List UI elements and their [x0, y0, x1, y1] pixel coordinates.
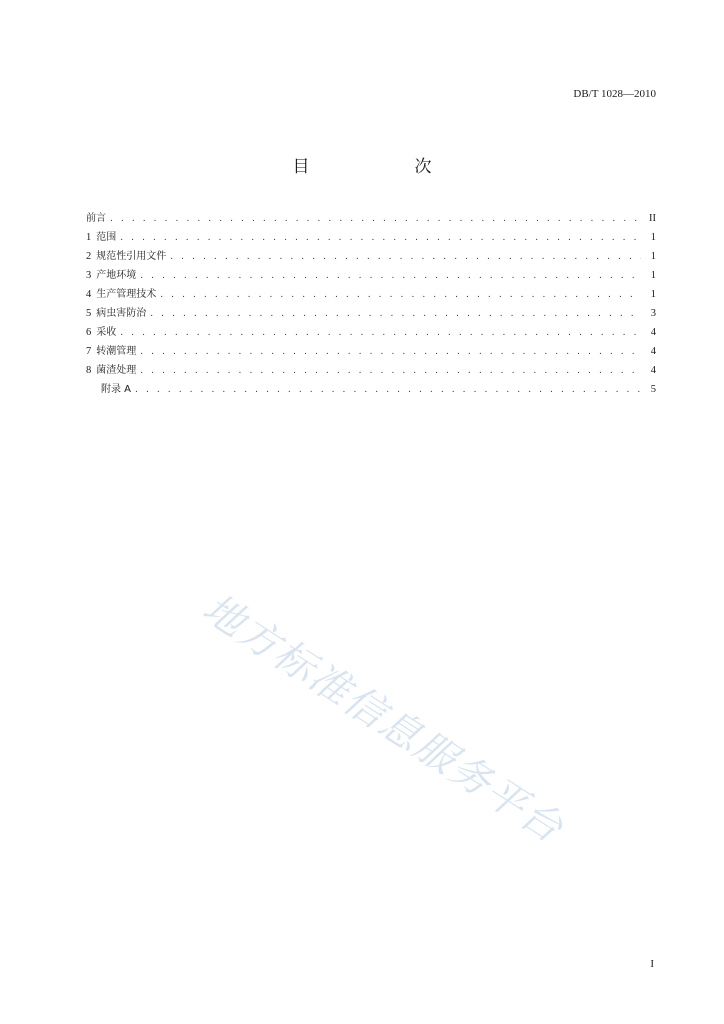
toc-entry-page: 5	[650, 384, 656, 395]
toc-entry-harvest[interactable]	[86, 323, 656, 342]
toc-entry-label: 规范性引用文件	[96, 251, 167, 262]
toc-entry-normative-references[interactable]	[86, 247, 656, 266]
toc-entry-flush-management[interactable]	[86, 342, 656, 361]
toc-leader-dots	[135, 381, 641, 400]
toc-entry-label: 菌渣处理	[96, 365, 137, 376]
toc-entry-label: 范围	[96, 232, 117, 243]
toc-entry-label: 前言	[86, 213, 106, 224]
toc-entry-residue-treatment[interactable]	[86, 361, 656, 380]
toc-entry-page: 1	[650, 289, 656, 300]
toc-entry-number: 5	[86, 308, 92, 319]
toc-entry-number: 7	[86, 346, 92, 357]
toc-entry-page: 1	[650, 232, 656, 243]
toc-entry-page: 3	[650, 308, 656, 319]
toc-leader-dots	[110, 210, 641, 229]
toc-entry-scope[interactable]	[86, 228, 656, 247]
toc-title: 目 次	[292, 157, 476, 177]
toc-leader-dots	[140, 343, 641, 362]
toc-entry-number: 1	[86, 232, 92, 243]
toc-entry-number: 2	[86, 251, 92, 262]
toc-entry-number: 6	[86, 327, 92, 338]
toc-entry-label: 附录 A	[101, 384, 132, 395]
toc-leader-dots	[120, 229, 641, 248]
toc-entry-page: 4	[650, 365, 656, 376]
toc-entry-label: 采收	[96, 327, 117, 338]
toc-entry-production-environment[interactable]	[86, 266, 656, 285]
toc-entry-foreword[interactable]	[86, 209, 656, 228]
toc-entry-label: 产地环境	[96, 270, 137, 281]
toc-entry-label: 转潮管理	[96, 346, 137, 357]
toc-entry-number: 4	[86, 289, 92, 300]
toc-entry-appendix-a[interactable]	[86, 380, 656, 399]
toc-entry-page: 1	[650, 251, 656, 262]
toc-entry-label: 病虫害防治	[96, 308, 147, 319]
toc-entry-label: 生产管理技术	[96, 289, 157, 300]
toc-list	[86, 209, 656, 399]
toc-leader-dots	[160, 286, 641, 305]
toc-entry-number: 8	[86, 365, 92, 376]
toc-entry-page: II	[649, 213, 656, 224]
toc-entry-production-management[interactable]	[86, 285, 656, 304]
page-number: I	[650, 958, 654, 970]
watermark: 地方标准信息服务平台	[194, 585, 572, 853]
toc-leader-dots	[150, 305, 641, 324]
toc-leader-dots	[140, 362, 641, 381]
toc-entry-page: 4	[650, 327, 656, 338]
toc-leader-dots	[170, 248, 641, 267]
toc-entry-page: 1	[650, 270, 656, 281]
toc-entry-number: 3	[86, 270, 92, 281]
toc-entry-pest-control[interactable]	[86, 304, 656, 323]
toc-entry-page: 4	[650, 346, 656, 357]
toc-leader-dots	[120, 324, 641, 343]
toc-leader-dots	[140, 267, 641, 286]
document-code: DB/T 1028—2010	[573, 88, 656, 100]
